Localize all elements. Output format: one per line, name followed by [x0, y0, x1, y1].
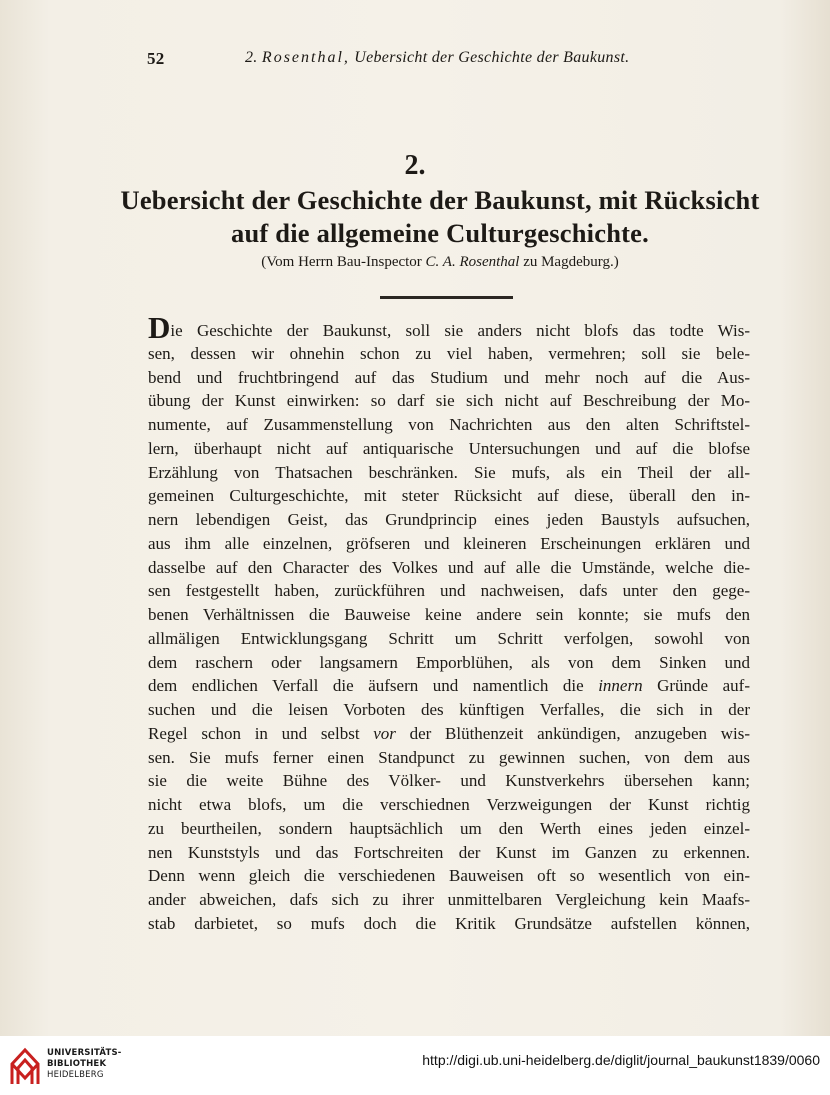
logo-text-line-3: HEIDELBERG [47, 1070, 104, 1080]
body-line-text: gemeinen Culturgeschichte, mit steter Rücksicht auf diese, überall den in- [148, 486, 750, 506]
running-head-author: Rosenthal, [261, 49, 350, 66]
article-number: 2. [404, 150, 426, 181]
body-line-text: suchen und die leisen Vorboten des künftigen Verfalles, die sich in der [148, 700, 750, 719]
body-line [148, 627, 750, 651]
body-line-text: sen, dessen wir ohnehin schon zu viel haben, vermehren; soll sie bele- [148, 343, 750, 363]
body-line-text: zu beurtheilen, sondern hauptsächlich um den Werth eines jeden einzel- [148, 818, 750, 838]
body-line [148, 413, 750, 437]
article-title-line-2: auf die allgemeine Culturgeschichte. [231, 218, 649, 248]
body-line [148, 769, 750, 793]
body-line-text: sie die weite Bühne des Völker- und Kunstverkehrs übersehen kann; [148, 771, 750, 791]
body-line [148, 579, 750, 603]
body-line [148, 912, 750, 936]
drop-cap: D [148, 310, 171, 345]
body-line [148, 484, 750, 508]
body-line [148, 793, 750, 817]
body-line [148, 532, 750, 556]
body-line-text: nicht etwa blofs, um die verschiednen Verzweigungen der Kunst richtig [148, 795, 750, 814]
running-head-title: Uebersicht der Geschichte der Baukunst. [354, 49, 630, 66]
body-text [148, 310, 751, 936]
body-line [148, 556, 750, 580]
body-line [148, 508, 750, 532]
body-line-text: nern lebendigen Geist, das Grundprincip eines jeden Baustyls aufsuchen, [148, 510, 750, 529]
body-line [148, 817, 750, 841]
body-line [148, 603, 750, 627]
page-number: 52 [147, 49, 165, 68]
body-line [148, 437, 750, 461]
body-line-text: dasselbe auf den Character des Volkes und auf alle die Umstände, welche die- [148, 557, 750, 577]
body-line-text: sen festgestellt haben, zurückführen und nachweisen, dafs unter den gege- [148, 581, 750, 601]
body-line-text: bend und fruchtbringend auf das Studium und mehr noch auf die Aus- [148, 367, 750, 387]
article-title [60, 184, 820, 250]
body-line-text: lern, überhaupt nicht auf antiquarische Untersuchungen und auf die blofse [148, 438, 750, 458]
body-line-text: Erzählung von Thatsachen beschränken. Sie mufs, als ein Theil der all- [148, 462, 750, 482]
library-footer [0, 1036, 830, 1095]
byline-prefix: (Vom Herrn Bau-Inspector [261, 254, 422, 270]
body-line-text: ander abweichen, dafs sich zu ihrer unmittelbaren Vergleichung kein Maafs- [148, 890, 750, 909]
body-line [148, 722, 750, 746]
body-line-text: übung der Kunst einwirken: so darf sie sich nicht auf Beschreibung der Mo- [148, 391, 750, 411]
body-line-text: dem raschern oder langsamern Emporblühen, als von dem Sinken und [148, 652, 750, 672]
body-line-text: sen. Sie mufs ferner einen Standpunct zu gewinnen suchen, von dem aus [148, 747, 750, 767]
body-line [148, 698, 750, 722]
running-head [147, 49, 667, 71]
logo-text-line-2: BIBLIOTHEK [47, 1059, 107, 1069]
body-line [148, 888, 750, 912]
byline-author: C. A. Rosenthal [425, 254, 520, 270]
running-head-article-number: 2. [245, 49, 258, 66]
body-line [148, 342, 750, 366]
body-line-text: numente, auf Zusammenstellung von Nachrichten aus den alten Schriftstel- [148, 415, 750, 434]
body-line [148, 746, 750, 770]
body-line [148, 674, 750, 698]
logo-text-line-1: UNIVERSITÄTS- [47, 1048, 122, 1058]
body-line [148, 310, 750, 345]
body-line-text: ie Geschichte der Baukunst, soll sie anders nicht blofs das todte Wis- [170, 321, 750, 340]
body-line [148, 651, 750, 675]
article-title-line-1: Uebersicht der Geschichte der Baukunst, mit Rücksicht [120, 185, 760, 215]
title-divider-rule [380, 296, 513, 299]
body-line-text: Regel schon in und selbst vor der Blüthenzeit ankündigen, anzugeben wis- [148, 723, 750, 743]
article-byline [60, 254, 820, 271]
body-line-text: benen Verhältnissen die Bauweise keine andere sein konnte; sie mufs den [148, 605, 750, 624]
running-head-text [245, 49, 629, 67]
body-line [148, 366, 750, 390]
body-line-text: allmäligen Entwicklungsgang Schritt um Schritt verfolgen, sowohl von [148, 628, 750, 648]
body-line [148, 461, 750, 485]
source-url-link[interactable]: http://digi.ub.uni-heidelberg.de/diglit/journal_baukunst1839/0060 [422, 1052, 820, 1068]
body-line-text: nen Kunststyls und das Fortschreiten der Kunst im Ganzen zu erkennen. [148, 842, 750, 862]
body-line-text: Denn wenn gleich die verschiedenen Bauweisen oft so wesentlich von ein- [148, 866, 750, 886]
body-line-text: aus ihm alle einzelnen, gröfseren und kleineren Erscheinungen erklären und [148, 533, 750, 553]
body-line [148, 841, 750, 865]
body-line [148, 389, 750, 413]
university-library-logo-icon [8, 1044, 42, 1086]
body-line-text: stab darbietet, so mufs doch die Kritik Grundsätze aufstellen können, [148, 913, 750, 933]
body-line [148, 864, 750, 888]
byline-suffix: zu Magdeburg.) [523, 254, 619, 270]
body-line-text: dem endlichen Verfall die äufsern und namentlich die innern Gründe auf- [148, 676, 751, 696]
library-logo-text [47, 1048, 122, 1081]
